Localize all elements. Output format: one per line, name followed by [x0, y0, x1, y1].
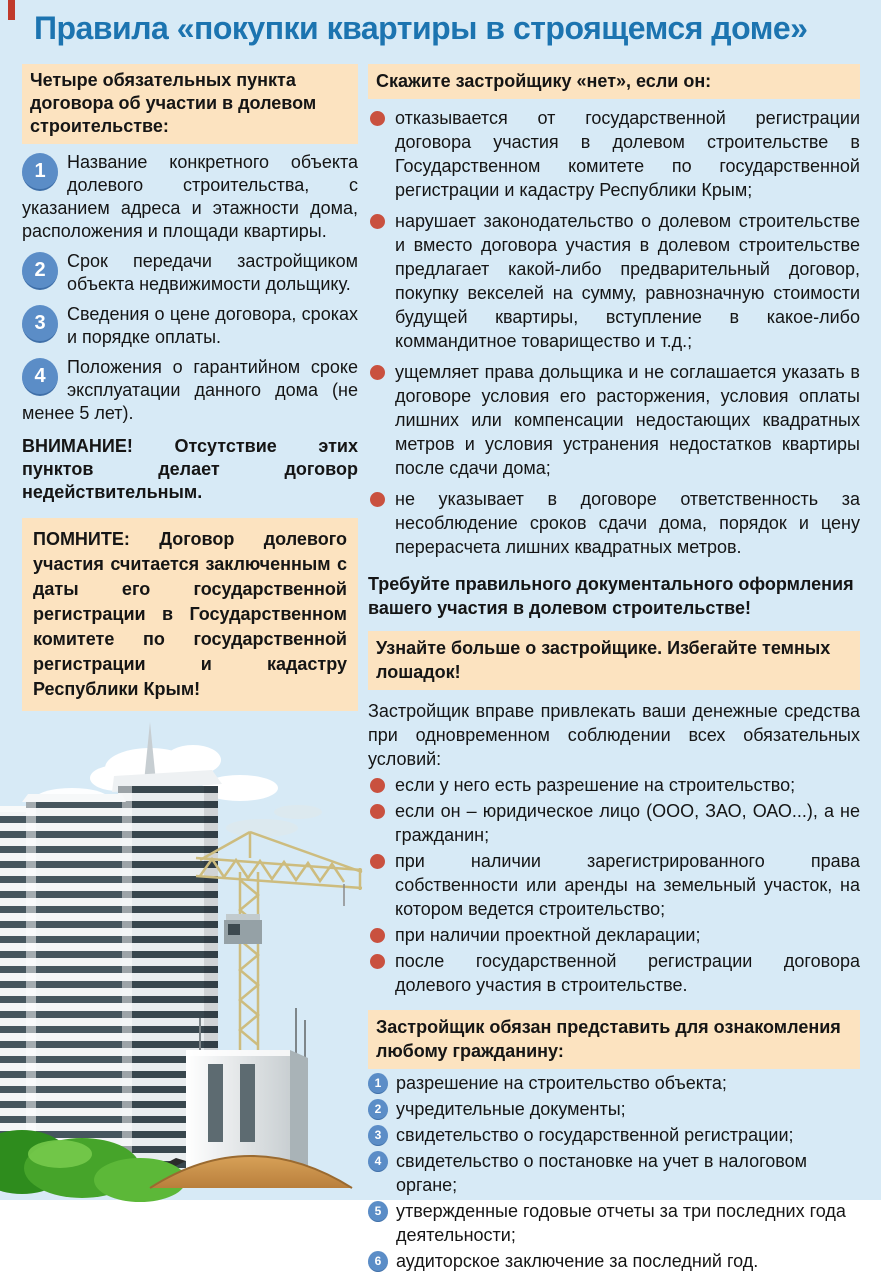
small-number-badge-6: 6	[368, 1251, 388, 1272]
construction-site-illustration	[0, 722, 368, 1188]
left-column	[22, 64, 358, 711]
say-no-text: отказывается от государственной регистрации договора участия в долевом строительстве в Государственном комитете по государственной регистрации и кадастру Республики Крым;	[395, 108, 860, 200]
learn-more-item	[368, 773, 860, 797]
say-no-heading: Скажите застройщику «нет», если он:	[368, 64, 860, 99]
must-provide-item	[368, 1199, 860, 1247]
must-provide-heading: Застройщик обязан представить для ознакомления любому гражданину:	[368, 1010, 860, 1069]
contract-point-text: Положения о гарантийном сроке эксплуатации данного дома (не менее 5 лет).	[22, 357, 358, 423]
contract-points-heading: Четыре обязательных пункта договора об участии в долевом строительстве:	[22, 64, 358, 144]
attention-note: ВНИМАНИЕ! Отсутствие этих пунктов делает договор недействительным.	[22, 436, 358, 502]
learn-more-text: при наличии зарегистрированного права собственности или аренды на земельный участок, на котором ведется строительство;	[395, 851, 860, 919]
small-number-badge-2: 2	[368, 1099, 388, 1120]
red-bullet-icon	[370, 954, 385, 969]
small-number-badge-4: 4	[368, 1151, 388, 1172]
contract-point-text: Срок передачи застройщиком объекта недвижимости дольщику.	[67, 251, 358, 294]
page-title: Правила «покупки квартиры в строящемся доме»	[34, 10, 808, 46]
demand-note: Требуйте правильного документального оформления вашего участия в долевом строительстве!	[368, 574, 854, 618]
say-no-item	[368, 106, 860, 202]
say-no-item	[368, 360, 860, 480]
crane	[196, 832, 362, 1052]
remember-note: ПОМНИТЕ: Договор долевого участия считается заключенным с даты его государственной регистрации в Государственном комитете по государственной регистрации и кадастру Республики Крым!	[22, 518, 358, 711]
learn-more-list	[368, 773, 860, 997]
learn-more-item	[368, 799, 860, 847]
must-provide-text: утвержденные годовые отчеты за три последних года деятельности;	[396, 1201, 846, 1245]
red-bullet-icon	[370, 778, 385, 793]
contract-point-text: Название конкретного объекта долевого строительства, с указанием адреса и этажности дома, расположения и площади квартиры.	[22, 152, 358, 241]
learn-more-text: если у него есть разрешение на строительство;	[395, 775, 796, 795]
must-provide-item	[368, 1071, 860, 1095]
must-provide-text: учредительные документы;	[396, 1099, 626, 1119]
red-bullet-icon	[370, 365, 385, 380]
red-bullet-icon	[370, 492, 385, 507]
say-no-text: нарушает законодательство о долевом строительстве и вместо договора участия в долевом строительстве предлагает какой-либо предварительный договор, покупку векселей на сумму, равнозначную стоимости будущей квартиры, вступление в какое-либо коммандитное товарищество и т.д.;	[395, 211, 860, 351]
must-provide-text: аудиторское заключение за последний год.	[396, 1251, 759, 1271]
must-provide-item	[368, 1249, 860, 1273]
number-badge-1: 1	[22, 153, 58, 191]
must-provide-text: свидетельство о постановке на учет в налоговом органе;	[396, 1151, 808, 1195]
learn-more-intro: Застройщик вправе привлекать ваши денежные средства при одновременном соблюдении всех обязательных условий:	[368, 701, 860, 769]
must-provide-item	[368, 1097, 860, 1121]
left-towers	[0, 794, 126, 1188]
learn-more-text: при наличии проектной декларации;	[395, 925, 701, 945]
contract-point-item	[22, 250, 358, 296]
learn-more-heading: Узнайте больше о застройщике. Избегайте темных лошадок!	[368, 631, 860, 690]
number-badge-2: 2	[22, 252, 58, 290]
say-no-item	[368, 487, 860, 559]
must-provide-list	[368, 1071, 860, 1273]
must-provide-item	[368, 1123, 860, 1147]
red-bullet-icon	[370, 214, 385, 229]
small-number-badge-5: 5	[368, 1201, 388, 1222]
learn-more-item	[368, 849, 860, 921]
learn-more-item	[368, 923, 860, 947]
red-bullet-icon	[370, 804, 385, 819]
red-bullet-icon	[370, 111, 385, 126]
small-number-badge-1: 1	[368, 1073, 388, 1094]
right-column	[368, 64, 860, 1273]
must-provide-item	[368, 1149, 860, 1197]
contract-point-item	[22, 151, 358, 243]
small-number-badge-3: 3	[368, 1125, 388, 1146]
say-no-item	[368, 209, 860, 353]
say-no-text: не указывает в договоре ответственность за несоблюдение сроков сдачи дома, порядок и цену перерасчета лишних квадратных метров.	[395, 489, 860, 557]
contract-point-item	[22, 303, 358, 349]
red-bullet-icon	[370, 854, 385, 869]
number-badge-4: 4	[22, 358, 58, 396]
say-no-list	[368, 106, 860, 559]
learn-more-text: если он – юридическое лицо (ООО, ЗАО, ОАО...), а не гражданин;	[395, 801, 860, 845]
red-corner-mark	[8, 0, 15, 20]
red-bullet-icon	[370, 928, 385, 943]
must-provide-text: разрешение на строительство объекта;	[396, 1073, 727, 1093]
number-badge-3: 3	[22, 305, 58, 343]
contract-point-text: Сведения о цене договора, сроках и порядке оплаты.	[67, 304, 358, 347]
learn-more-text: после государственной регистрации договора долевого участия в строительстве.	[395, 951, 860, 995]
say-no-text: ущемляет права дольщика и не соглашается указать в договоре условия его расторжения, условия оплаты лишних или компенсации недостающих квадратных метров и условия устранения недостатков квартиры после сдачи дома;	[395, 362, 860, 478]
contract-point-item	[22, 356, 358, 425]
learn-more-item	[368, 949, 860, 997]
must-provide-text: свидетельство о государственной регистрации;	[396, 1125, 794, 1145]
